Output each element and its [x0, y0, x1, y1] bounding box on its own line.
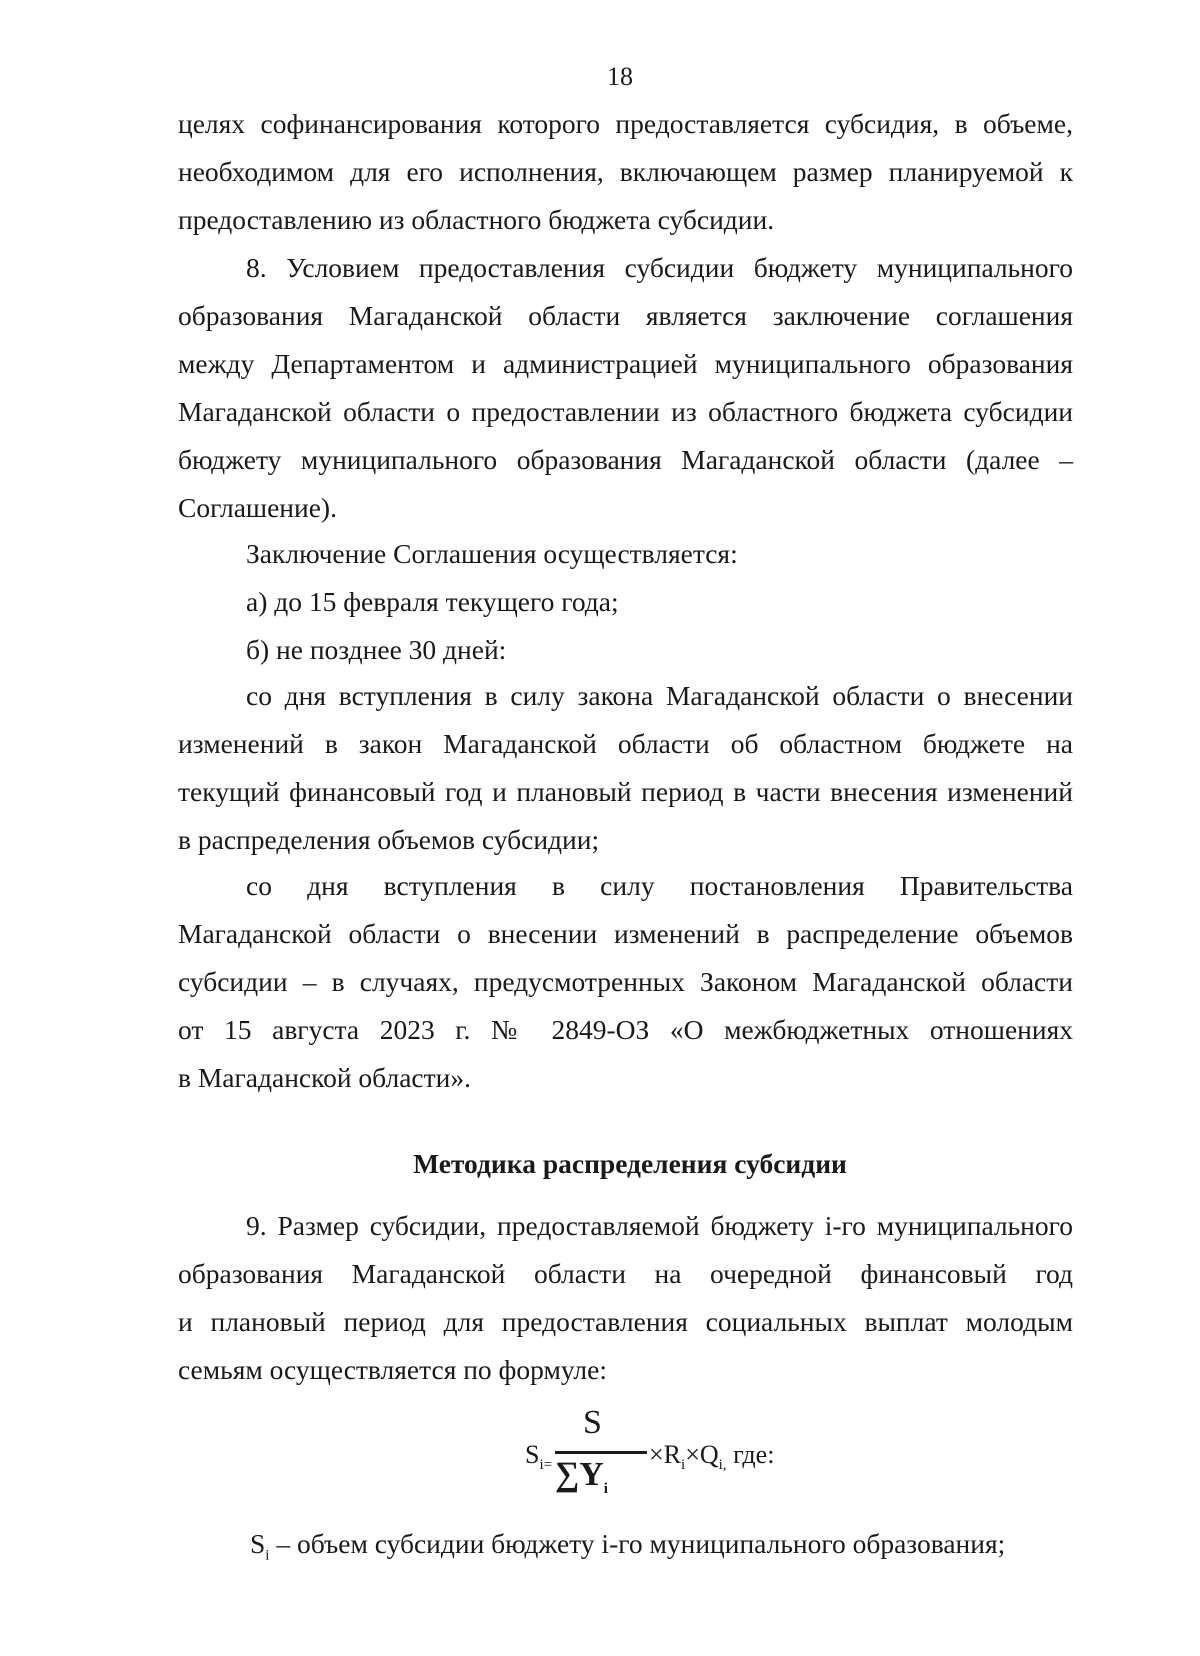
- text-line: со дня вступления в силу постановления Правительства: [246, 870, 1073, 901]
- text-line: необходимом для его исполнения, включающем размер планируемой к: [178, 156, 1073, 187]
- text-line: бюджету муниципального образования Магаданской области (далее –: [178, 444, 1073, 475]
- text-line: семьям осуществляется по формуле:: [178, 1354, 607, 1385]
- formula-times-r: ×R: [649, 1440, 682, 1469]
- text-line: и плановый период для предоставления социальных выплат молодым: [178, 1306, 1073, 1337]
- paragraph-law: [178, 672, 1073, 864]
- text-line: Магаданской области о предоставлении из областного бюджета субсидии: [178, 396, 1073, 427]
- formula-tail: где:: [726, 1440, 775, 1469]
- conclusion-item-b: б) не позднее 30 дней:: [246, 634, 507, 665]
- text-line: целях софинансирования которого предоставляется субсидия, в объеме,: [178, 108, 1073, 139]
- formula-numerator: S: [583, 1404, 602, 1441]
- paragraph-9: [178, 1202, 1073, 1394]
- formula-denominator-sub: i: [603, 1480, 608, 1497]
- definition-si: [250, 1528, 1005, 1565]
- text-line: Соглашение).: [178, 492, 337, 523]
- section-heading: Методика распределения субсидии: [413, 1148, 847, 1179]
- formula-lhs: [525, 1440, 552, 1474]
- text-line: предоставлению из областного бюджета субсидии.: [178, 204, 775, 235]
- formula-q-sub: i,: [718, 1457, 727, 1474]
- definition-symbol: S: [250, 1528, 266, 1559]
- text-line: со дня вступления в силу закона Магаданской области о внесении: [246, 680, 1073, 711]
- page-number: 18: [607, 62, 633, 91]
- conclusion-intro: Заключение Соглашения осуществляется:: [246, 538, 738, 569]
- paragraph-8: [178, 244, 1073, 532]
- text-line: от 15 августа 2023 г. № 2849-ОЗ «О межбюджетных отношениях: [178, 1014, 1073, 1045]
- text-line: между Департаментом и администрацией муниципального образования: [178, 348, 1073, 379]
- definition-symbol-sub: i: [265, 1547, 270, 1564]
- formula-lhs-sub: i=: [539, 1457, 553, 1474]
- conclusion-block: [178, 530, 1073, 674]
- text-line: образования Магаданской области является заключение соглашения: [178, 300, 1073, 331]
- paragraph-intro: [178, 100, 1073, 244]
- formula-rhs: [649, 1440, 774, 1474]
- subsidy-formula: [525, 1404, 825, 1514]
- formula-r-sub: i: [681, 1457, 686, 1474]
- text-line: 8. Условием предоставления субсидии бюджету муниципального: [246, 252, 1073, 283]
- text-line: в распределения объемов субсидии;: [178, 824, 600, 855]
- text-line: 9. Размер субсидии, предоставляемой бюджету i-го муниципального: [246, 1210, 1073, 1241]
- text-line: изменений в закон Магаданской области об областном бюджете на: [178, 728, 1073, 759]
- formula-lhs-symbol: S: [525, 1440, 540, 1469]
- text-line: Магаданской области о внесении изменений в распределение объемов: [178, 918, 1073, 949]
- formula-denominator: [555, 1456, 608, 1498]
- conclusion-item-a: а) до 15 февраля текущего года;: [246, 586, 619, 617]
- fraction-line: [555, 1451, 647, 1454]
- text-line: в Магаданской области».: [178, 1062, 471, 1093]
- text-line: субсидии – в случаях, предусмотренных Законом Магаданской области: [178, 966, 1073, 997]
- text-line: образования Магаданской области на очередной финансовый год: [178, 1258, 1073, 1289]
- text-line: текущий финансовый год и плановый период в части внесения изменений: [178, 776, 1073, 807]
- paragraph-government: [178, 862, 1073, 1102]
- formula-denominator-symbol: ∑Y: [555, 1456, 604, 1493]
- formula-times-q: ×Q: [685, 1440, 719, 1469]
- definition-text: – объем субсидии бюджету i-го муниципального образования;: [269, 1528, 1006, 1559]
